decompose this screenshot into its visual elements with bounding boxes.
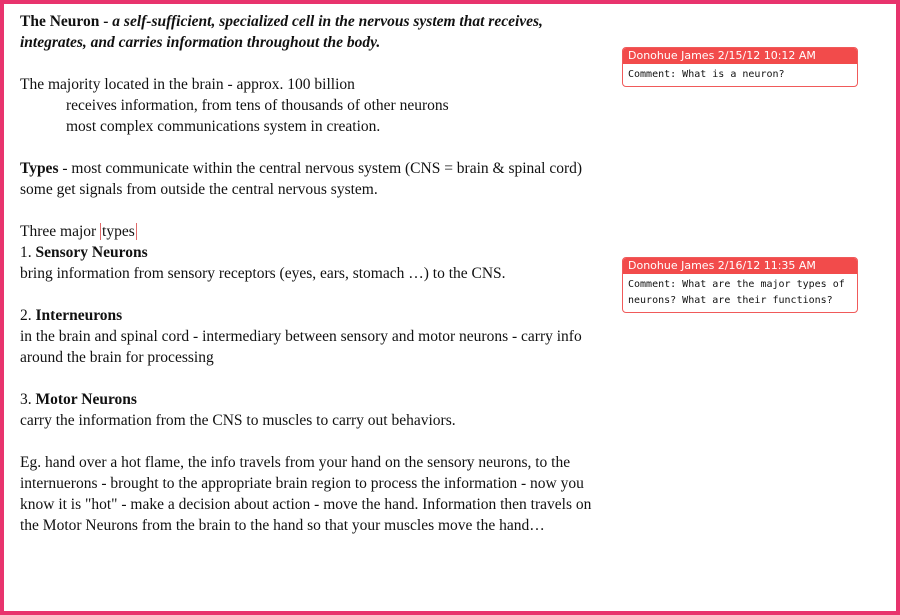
sensory-heading bbox=[20, 242, 595, 263]
motor-number: 3. bbox=[20, 391, 36, 408]
types-text: - most communicate within the central nervous system (CNS = brain & spinal cord) some get signals from outside the central nervous system. bbox=[20, 160, 583, 198]
inter-text: in the brain and spinal cord - intermediary between sensory and motor neurons - carry info around the brain for processing bbox=[20, 328, 582, 366]
comment-text: Comment: What are the major types of neurons? What are their functions? bbox=[628, 279, 845, 306]
motor-name: Motor Neurons bbox=[35, 391, 137, 408]
comment-balloon-1[interactable] bbox=[622, 47, 858, 87]
title-bold: The Neuron - bbox=[20, 13, 113, 30]
intro-line-3: most complex communications system in creation. bbox=[66, 118, 381, 135]
intro-line-2: receives information, from tens of thousands of other neurons bbox=[66, 97, 449, 114]
intro-line-1: The majority located in the brain - approx. 100 billion bbox=[20, 76, 355, 93]
comment-header: Donohue James 2/16/12 11:35 AM bbox=[623, 258, 857, 274]
inter-number: 2. bbox=[20, 307, 36, 324]
sensory-number: 1. bbox=[20, 244, 36, 261]
comment-anchor-types[interactable]: types bbox=[102, 223, 135, 240]
comment-balloon-2[interactable] bbox=[622, 257, 858, 313]
motor-heading bbox=[20, 389, 595, 410]
comment-header: Donohue James 2/15/12 10:12 AM bbox=[623, 48, 857, 64]
document-title bbox=[20, 11, 595, 53]
title-italic: a self-sufficient, specialized cell in the nervous system that receives, integrates, and carries information throughout the body. bbox=[20, 13, 543, 51]
inter-heading bbox=[20, 305, 595, 326]
types-label: Types bbox=[20, 160, 59, 177]
three-major-prefix: Three major bbox=[20, 223, 101, 240]
comment-text: Comment: What is a neuron? bbox=[628, 69, 785, 80]
motor-text: carry the information from the CNS to muscles to carry out behaviors. bbox=[20, 412, 456, 429]
inter-name: Interneurons bbox=[35, 307, 123, 324]
sensory-name: Sensory Neurons bbox=[35, 244, 148, 261]
sensory-text: bring information from sensory receptors (eyes, ears, stomach …) to the CNS. bbox=[20, 265, 506, 282]
example-paragraph: Eg. hand over a hot flame, the info travels from your hand on the sensory neurons, to the internuerons - brought to the appropriate brain region to process the information - now you know it is "hot" - make a decision about action - move the hand. Information then travels on the Motor Neurons from the brain to the hand so that your muscles move the hand… bbox=[20, 454, 592, 534]
types-paragraph bbox=[20, 158, 595, 200]
three-major-line bbox=[20, 221, 595, 242]
document-body[interactable] bbox=[20, 11, 595, 536]
